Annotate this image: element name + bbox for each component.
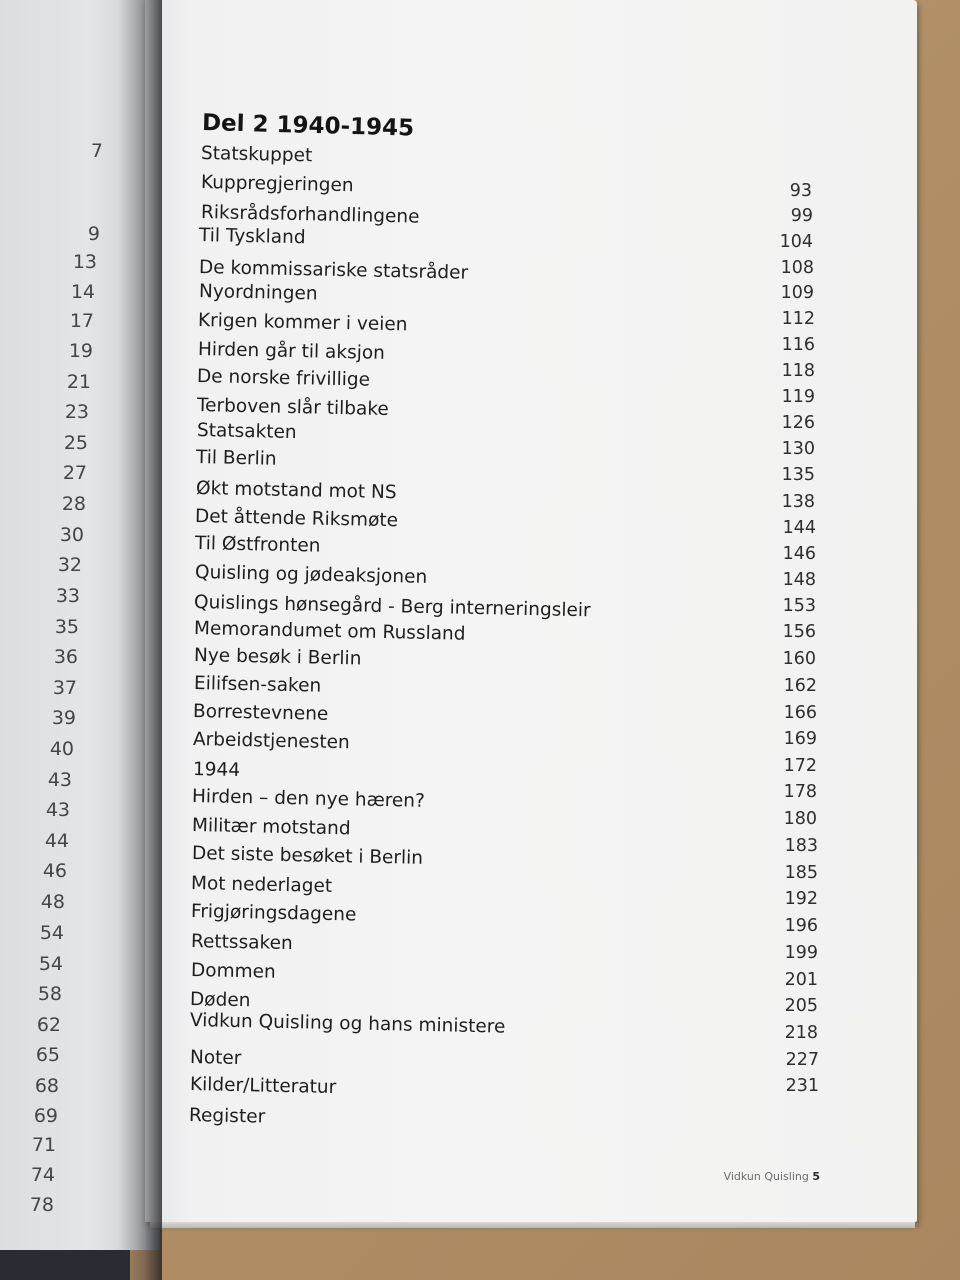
gutter-shadow: [118, 0, 162, 1280]
left-page-number: 37: [52, 677, 77, 699]
left-page-number: 58: [37, 983, 62, 1005]
toc-entry-title: 1944: [192, 759, 241, 781]
toc-entry-title: De kommissariske statsråder: [198, 257, 469, 284]
toc-entry-title: Rettssaken: [190, 931, 293, 955]
toc-page-number: 130: [781, 439, 815, 459]
left-page-number: 9: [87, 223, 100, 245]
toc-page-number: 109: [780, 283, 814, 303]
toc-entry-title: Statsakten: [196, 420, 297, 444]
left-page-number: 71: [31, 1134, 56, 1156]
left-page-number: 78: [29, 1194, 54, 1216]
toc-page-number: 118: [781, 361, 815, 381]
left-page-number: 62: [36, 1014, 61, 1036]
toc-page-number: 201: [784, 970, 818, 990]
toc-entry-title: Kuppregjeringen: [200, 172, 354, 197]
toc-page-number: 112: [781, 309, 815, 329]
toc-entry-title: Quisling og jødeaksjonen: [194, 562, 428, 588]
toc-page-number: 205: [784, 996, 818, 1016]
toc-page-number: 160: [782, 649, 816, 669]
left-page-number: 46: [42, 860, 67, 882]
left-page-number: 33: [55, 585, 80, 607]
toc-entry-title: Det siste besøket i Berlin: [191, 843, 424, 869]
left-page-number: 28: [61, 493, 86, 515]
left-page-number: 40: [49, 738, 74, 760]
toc-page-number: 138: [781, 492, 815, 512]
toc-entry-title: Vidkun Quisling og hans ministere: [189, 1010, 506, 1038]
toc-page-number: 93: [789, 181, 812, 201]
toc-entry-title: Kilder/Litteratur: [189, 1074, 337, 1099]
toc-page-number: 185: [784, 863, 818, 883]
toc-entry-title: Eilifsen-saken: [193, 673, 322, 697]
toc-page-number: 183: [784, 836, 818, 856]
left-page-number: 30: [59, 524, 84, 546]
toc-entry-title: Riksrådsforhandlingene: [200, 202, 420, 228]
toc-page-number: 119: [781, 387, 815, 407]
left-page-number: 7: [90, 140, 103, 162]
toc-entry-title: Arbeidstjenesten: [192, 729, 350, 754]
left-page-number: 32: [57, 554, 82, 576]
toc-page-number: 227: [785, 1050, 819, 1070]
page-edge: [150, 1222, 915, 1228]
toc-entry-title: Døden: [189, 989, 251, 1012]
left-page-number: 65: [35, 1044, 60, 1066]
toc-entry-title: De norske frivillige: [196, 366, 371, 391]
toc-entry-title: Hirden går til aksjon: [197, 339, 386, 364]
left-page-number: 43: [45, 799, 70, 821]
left-page-number: 43: [47, 769, 72, 791]
toc-entry-title: Krigen kommer i veien: [197, 310, 408, 336]
toc-page-number: 99: [790, 206, 813, 226]
left-page-number: 21: [66, 371, 91, 393]
left-page-number: 68: [34, 1075, 59, 1097]
toc-page-number: 148: [782, 570, 816, 590]
left-page-number: 39: [51, 707, 76, 729]
left-page-number: 23: [64, 401, 89, 423]
toc-page-number: 196: [784, 916, 818, 936]
toc-page-number: 104: [779, 232, 813, 252]
toc-page-number: 135: [781, 465, 815, 485]
toc-page-number: 126: [781, 413, 815, 433]
toc-entry-title: Terboven slår tilbake: [196, 395, 389, 421]
toc-entry-title: Statskuppet: [200, 143, 313, 167]
toc-page-number: 172: [783, 756, 817, 776]
toc-entry-title: Til Tyskland: [198, 225, 306, 249]
left-page-number: 14: [70, 281, 95, 303]
toc-page-number: 156: [782, 622, 816, 642]
toc-page-number: 116: [781, 335, 815, 355]
toc-page-number: 180: [783, 809, 817, 829]
toc-page-number: 199: [784, 943, 818, 963]
toc-entry-title: Til Østfronten: [194, 533, 321, 557]
toc-entry-title: Memorandumet om Russland: [193, 618, 466, 645]
toc-page-number: 192: [784, 889, 818, 909]
section-heading: Del 2 1940-1945: [201, 110, 415, 142]
left-page-number: 74: [30, 1164, 55, 1186]
left-page-number: 44: [44, 830, 69, 852]
left-page-number: 17: [69, 310, 94, 332]
toc-page-number: 108: [780, 258, 814, 278]
toc-entry-title: Hirden – den nye hæren?: [191, 786, 426, 812]
left-page-number: 54: [38, 953, 63, 975]
toc-entry-title: Til Berlin: [195, 447, 277, 470]
left-page-number: 27: [62, 462, 87, 484]
left-page-number: 48: [40, 891, 65, 913]
left-page-number: 54: [39, 922, 64, 944]
toc-page-number: 166: [783, 703, 817, 723]
toc-entry-title: Det åttende Riksmøte: [194, 506, 399, 532]
left-page-number: 25: [63, 432, 88, 454]
toc-entry-title: Noter: [189, 1047, 242, 1070]
toc-entry-title: Register: [188, 1105, 266, 1128]
left-page-number: 69: [33, 1105, 58, 1127]
toc-entry-title: Quislings hønsegård - Berg interneringsleir: [193, 592, 591, 622]
toc-page-number: 178: [783, 782, 817, 802]
left-page-number: 35: [54, 616, 79, 638]
toc-entry-title: Økt motstand mot NS: [195, 478, 397, 504]
left-page-number: 19: [68, 340, 93, 362]
toc-entry-title: Mot nederlaget: [190, 873, 333, 897]
toc-page-number: 231: [785, 1076, 819, 1096]
toc-entry-title: Borrestevnene: [192, 701, 329, 725]
toc-page-number: 169: [783, 729, 817, 749]
toc-entry-title: Nyordningen: [198, 281, 318, 305]
book-binding: [0, 1250, 130, 1280]
toc-page-number: 218: [784, 1023, 818, 1043]
left-page-number: 36: [53, 646, 78, 668]
footer-book-title: Vidkun Quisling: [723, 1170, 809, 1183]
running-footer: [700, 1170, 820, 1183]
toc-page-number: 162: [783, 676, 817, 696]
toc-entry-title: Militær motstand: [191, 815, 351, 840]
toc-page-number: 153: [782, 596, 816, 616]
toc-entry-title: Frigjøringsdagene: [190, 901, 357, 926]
toc-page-number: 144: [782, 518, 816, 538]
toc-page-number: 146: [782, 544, 816, 564]
toc-entry-title: Dommen: [190, 960, 276, 983]
toc-entry-title: Nye besøk i Berlin: [193, 645, 362, 670]
left-page-number: 13: [72, 251, 97, 273]
footer-page-number: 5: [812, 1170, 820, 1183]
